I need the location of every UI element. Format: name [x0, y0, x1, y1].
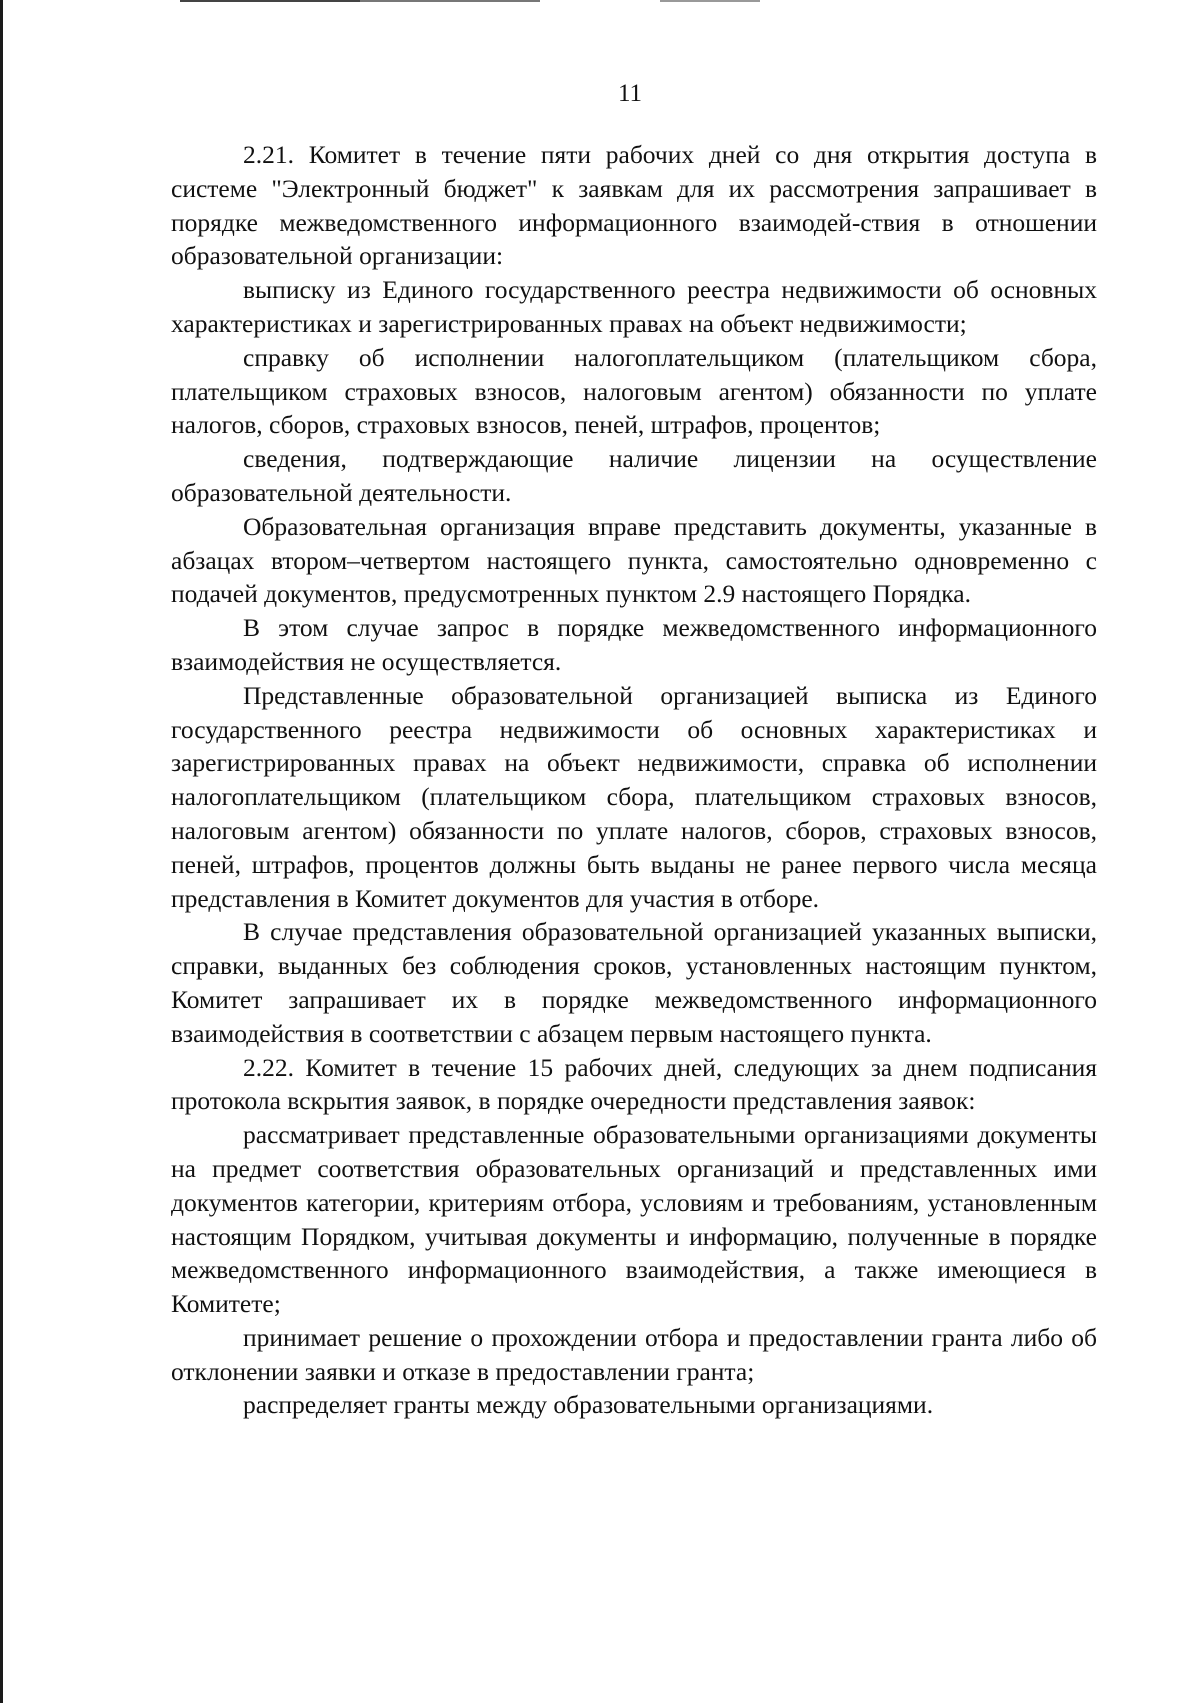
paragraph: сведения, подтверждающие наличие лицензии на осуществление образовательной деятельности. [171, 444, 1097, 507]
paragraph: Образовательная организация вправе представить документы, указанные в абзацах втором–четвертом настоящего пункта, самостоятельно одновременно с подачей документов, предусмотренных пунктом 2.9 настоящего Порядка. [171, 511, 1097, 609]
scan-edge [0, 0, 3, 1703]
paragraph: справку об исполнении налогоплательщиком (плательщиком сбора, плательщиком страховых взносов, налоговым агентом) обязанности по уплате налогов, сборов, страховых взносов, пеней, штрафов, процентов; [171, 342, 1097, 440]
scan-artifact-line [180, 0, 360, 2]
paragraph: В случае представления образовательной организацией указанных выписки, справки, выданных без соблюдения сроков, установленных настоящим пунктом, Комитет запрашивает их в порядке межведомственного информационного взаимодействия в соответствии с абзацем первым настоящего пункта. [171, 917, 1097, 1048]
paragraph: распределяет гранты между образовательными организациями. [243, 1390, 934, 1420]
scan-artifact-line [660, 0, 760, 2]
paragraph: рассматривает представленные образовательными организациями документы на предмет соответствия образовательных организаций и представленных ими документов категории, критериям отбора, условиям и требованиям, установленным настоящим Порядком, учитывая документы и информацию, полученные в порядке межведомственного информационного взаимодействия, а также имеющиеся в Комитете; [171, 1120, 1097, 1319]
paragraph: Представленные образовательной организацией выписка из Единого государственного реестра недвижимости об основных характеристиках и зарегистрированных правах на объект недвижимости, справка об исполнении налогоплательщиком (плательщиком сбора, плательщиком страховых взносов, налоговым агентом) обязанности по уплате налогов, сборов, страховых взносов, пеней, штрафов, процентов должны быть выданы не ранее первого числа месяца представления в Комитет документов для участия в отборе. [171, 680, 1097, 913]
paragraph: 2.21. Комитет в течение пяти рабочих дней со дня открытия доступа в системе "Электронный бюджет" к заявкам для их рассмотрения запрашивает в порядке межведомственного информационного взаимодей-ствия в отношении образовательной организации: [171, 140, 1097, 271]
document-body [171, 138, 1097, 1422]
paragraph: В этом случае запрос в порядке межведомственного информационного взаимодействия не осуществляется. [171, 613, 1097, 676]
paragraph: принимает решение о прохождении отбора и предоставлении гранта либо об отклонении заявки и отказе в предоставлении гранта; [171, 1322, 1097, 1386]
paragraph: 2.22. Комитет в течение 15 рабочих дней, следующих за днем подписания протокола вскрытия заявок, в порядке очередности представления заявок: [171, 1052, 1097, 1116]
scan-artifact-line [360, 0, 540, 2]
page-number: 11 [617, 80, 643, 107]
paragraph: выписку из Единого государственного реестра недвижимости об основных характеристиках и зарегистрированных правах на объект недвижимости; [171, 275, 1097, 338]
